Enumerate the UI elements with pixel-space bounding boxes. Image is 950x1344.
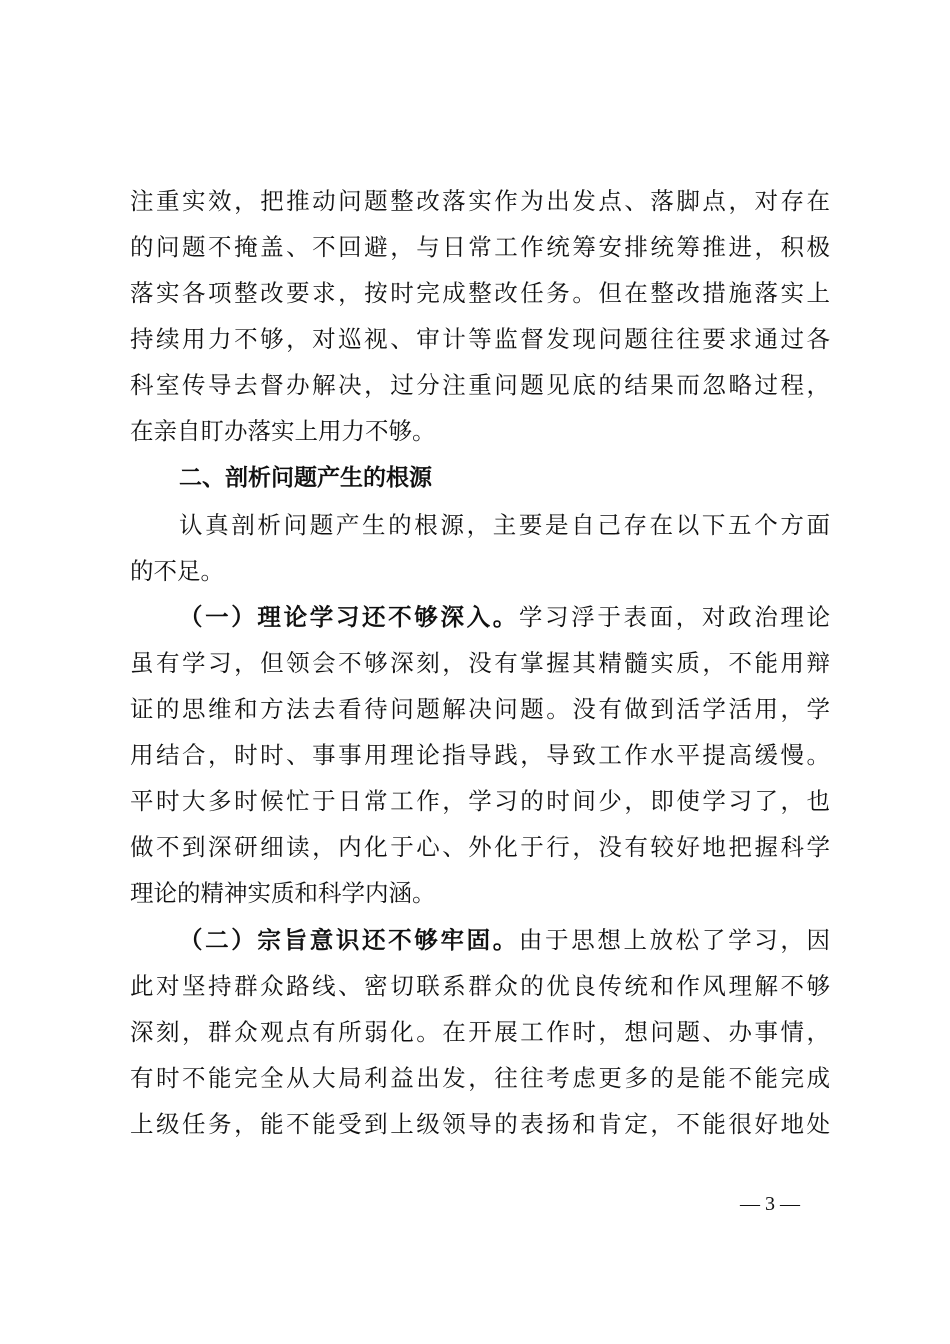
paragraph3-line-3: 证的思维和方法去看待问题解决问题。没有做到活学活用，学	[130, 695, 830, 723]
page-number: — 3 —	[740, 1193, 800, 1215]
paragraph4-line-4: 有时不能完全从大局利益出发，往往考虑更多的是能不能完成	[130, 1064, 830, 1092]
paragraph1-line-6: 在亲自盯办落实上用力不够。	[130, 417, 436, 445]
paragraph3-first-line-rest: 学习浮于表面，对政治理论	[518, 603, 831, 631]
paragraph3-line-5: 平时大多时候忙于日常工作，学习的时间少，即使学习了，也	[130, 787, 830, 815]
section-heading: 二、剖析问题产生的根源	[179, 465, 432, 491]
paragraph1-line-2: 的问题不掩盖、不回避，与日常工作统筹安排统筹推进，积极	[130, 233, 830, 261]
paragraph2-line-1: 认真剖析问题产生的根源，主要是自己存在以下五个方面	[179, 511, 830, 539]
paragraph1-line-5: 科室传导去督办解决，过分注重问题见底的结果而忽略过程，	[130, 371, 830, 399]
paragraph3-line-2: 虽有学习，但领会不够深刻，没有掌握其精髓实质，不能用辩	[130, 649, 830, 677]
paragraph1-line-1: 注重实效，把推动问题整改落实作为出发点、落脚点，对存在	[130, 187, 830, 215]
paragraph3-line-1	[179, 602, 830, 632]
paragraph2-line-2: 的不足。	[130, 557, 224, 585]
paragraph4-first-line-rest: 由于思想上放松了学习，因	[518, 926, 831, 954]
paragraph1-line-3: 落实各项整改要求，按时完成整改任务。但在整改措施落实上	[130, 279, 830, 307]
paragraph4-line-2: 此对坚持群众路线、密切联系群众的优良传统和作风理解不够	[130, 972, 830, 1000]
paragraph4-line-3: 深刻，群众观点有所弱化。在开展工作时，想问题、办事情，	[130, 1018, 830, 1046]
paragraph1-line-4: 持续用力不够，对巡视、审计等监督发现问题往往要求通过各	[130, 325, 830, 353]
paragraph4-line-1	[179, 925, 830, 955]
paragraph4-line-5: 上级任务，能不能受到上级领导的表扬和肯定，不能很好地处	[130, 1110, 830, 1138]
paragraph3-title: （一）理论学习还不够深入。	[179, 603, 519, 631]
paragraph3-line-4: 用结合，时时、事事用理论指导践，导致工作水平提高缓慢。	[130, 741, 830, 769]
paragraph3-line-6: 做不到深研细读，内化于心、外化于行，没有较好地把握科学	[130, 833, 830, 861]
paragraph4-title: （二）宗旨意识还不够牢固。	[179, 926, 519, 954]
paragraph3-line-7: 理论的精神实质和科学内涵。	[130, 879, 436, 907]
